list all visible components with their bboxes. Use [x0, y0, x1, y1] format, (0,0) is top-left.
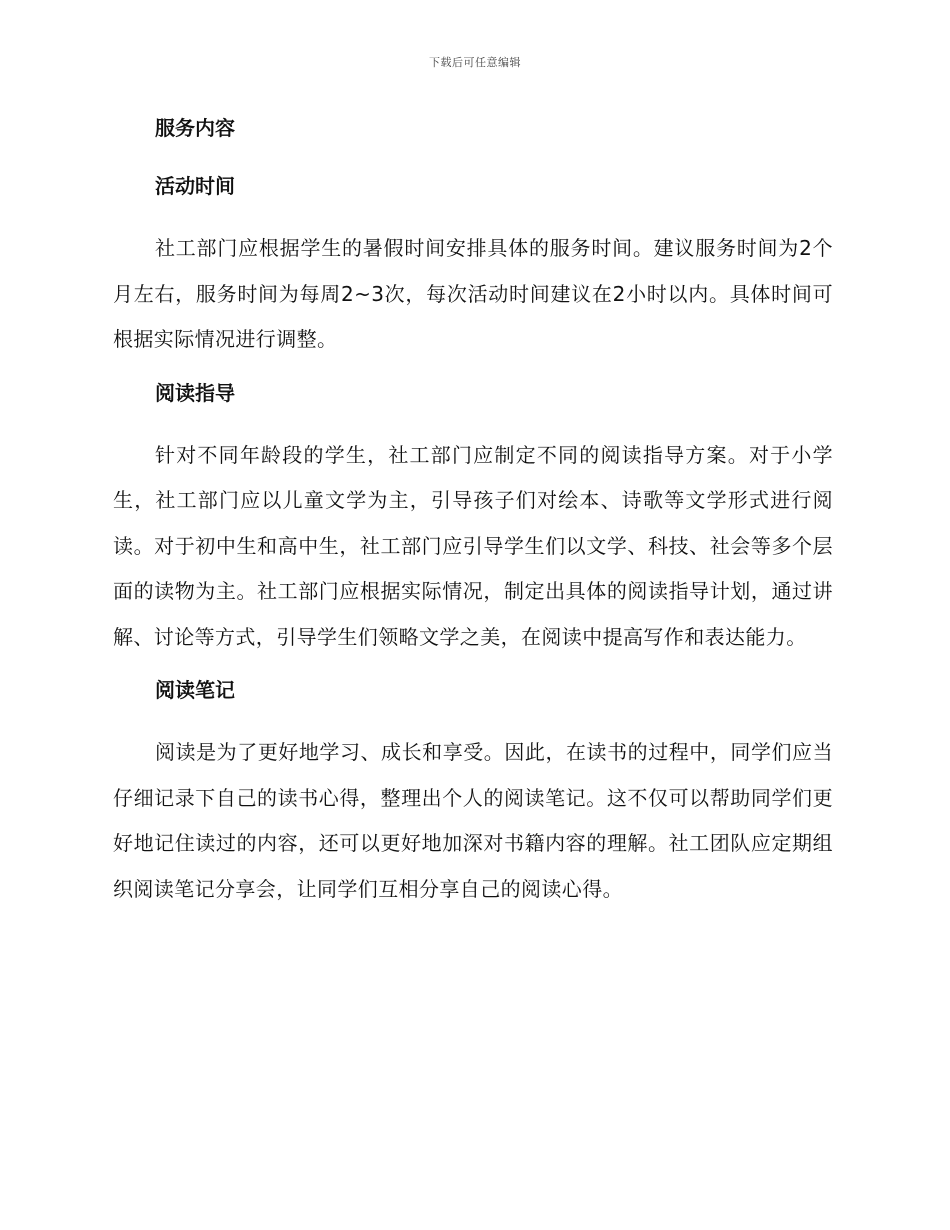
- section-title: 服务内容: [155, 116, 235, 140]
- reading-guidance-heading: 阅读指导: [155, 380, 235, 405]
- reading-notes-heading: 阅读笔记: [155, 678, 235, 702]
- activity-time-heading: 活动时间: [155, 174, 235, 198]
- reading-guidance-paragraph: 针对不同年龄段的学生，社工部门应制定不同的阅读指导方案。对于小学生，社工部门应以儿童文学为主，引导孩子们对绘本、诗歌等文学形式进行阅读。对于初中生和高中生，社工部门应引导学生们以文学、科技、社会等多个层面的读物为主。社工部门应根据实际情况，制定出具体的阅读指导计划，通过讲解、讨论等方式，引导学生们领略文学之美，在阅读中提高写作和表达能力。: [113, 442, 833, 649]
- page-header-note: 下载后可任意编辑: [429, 56, 521, 69]
- reading-notes-paragraph: 阅读是为了更好地学习、成长和享受。因此，在读书的过程中，同学们应当仔细记录下自己的读书心得，整理出个人的阅读笔记。这不仅可以帮助同学们更好地记住读过的内容，还可以更好地加深对书籍内容的理解。社工团队应定期组织阅读笔记分享会，让同学们互相分享自己的阅读心得。: [113, 740, 833, 901]
- document-body: [113, 110, 833, 924]
- activity-time-paragraph: 社工部门应根据学生的暑假时间安排具体的服务时间。建议服务时间为2个月左右，服务时间为每周2~3次，每次活动时间建议在2小时以内。具体时间可根据实际情况进行调整。: [113, 236, 833, 351]
